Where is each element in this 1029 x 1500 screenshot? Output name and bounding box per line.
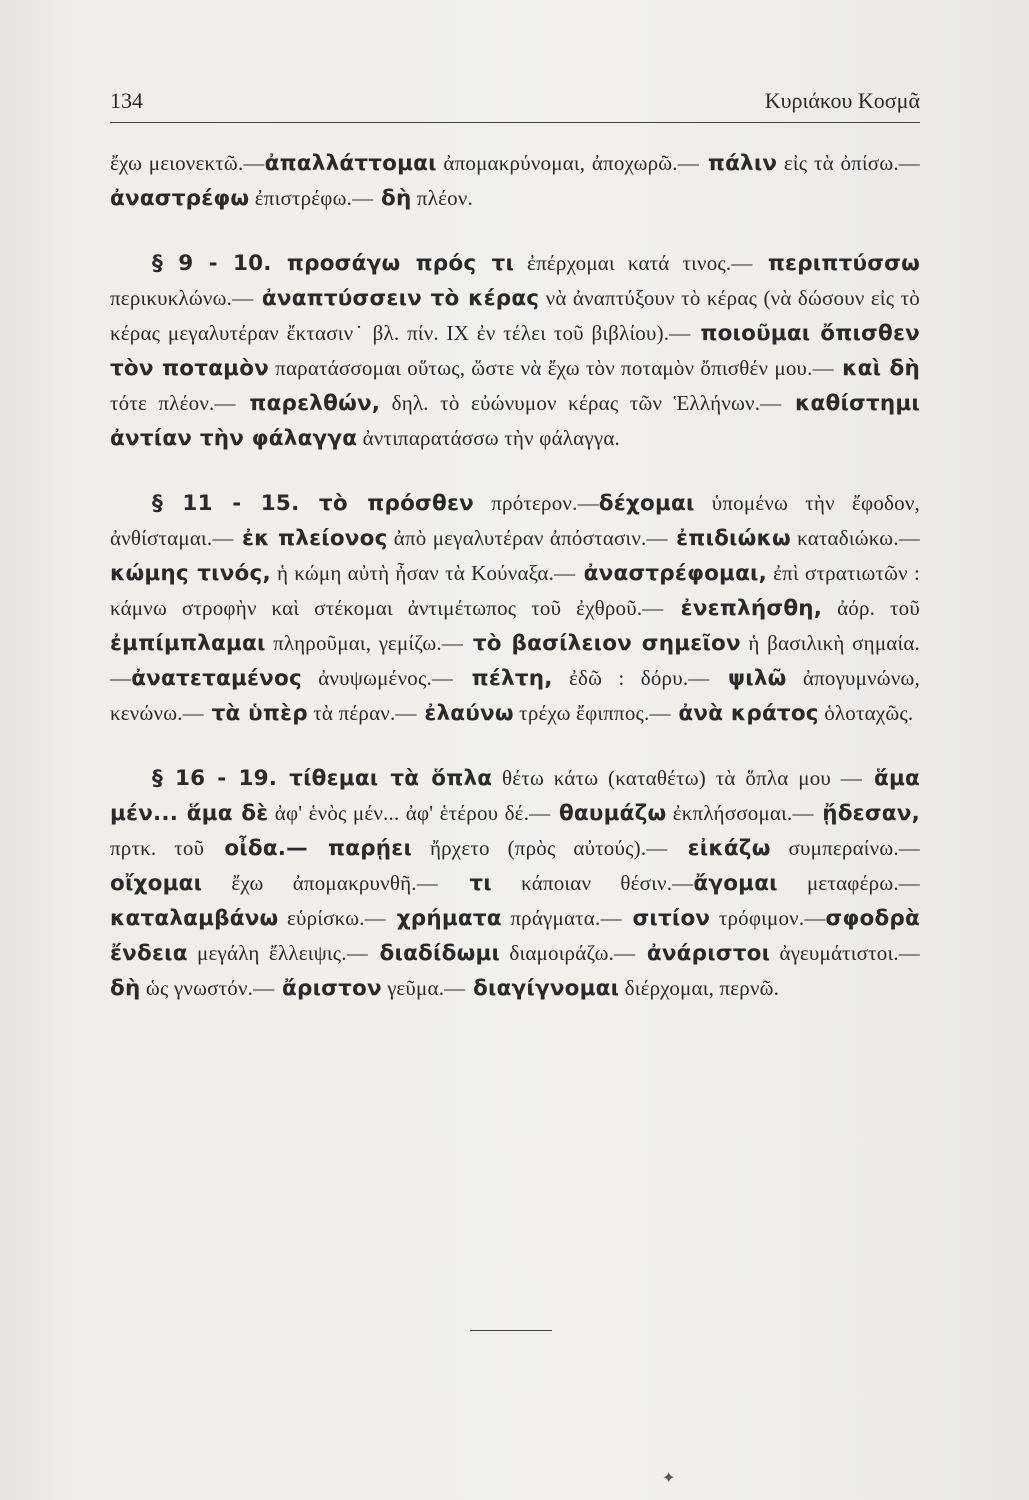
lemma-term: τι [437, 871, 492, 896]
gloss-text: ἀπὸ μεγαλυτέραν ἀπόστασιν.— [387, 526, 668, 550]
lemma-term: § 16 - 19. [152, 766, 278, 791]
lemma-term: ᾔδεσαν, [813, 801, 920, 826]
lemma-term: ἐνεπλήσθη, [663, 596, 823, 621]
gloss-text: τρόφιμον.— [710, 906, 826, 930]
gloss-text: ἀόρ. τοῦ [822, 596, 920, 620]
lemma-term: ἐλαύνω [416, 701, 514, 726]
running-head: Κυριάκου Κοσμᾶ [764, 88, 920, 113]
lemma-term: ἐμπίμπλαμαι [110, 631, 266, 656]
gloss-text: πρτκ. τοῦ [110, 836, 205, 860]
lemma-term: ἐκ πλείονος [233, 526, 388, 551]
gloss-text: δηλ. τὸ εὐώνυμον κέρας τῶν Ἑλλήνων.— [380, 391, 782, 415]
page-number: 134 [110, 88, 143, 113]
lemma-term: σφοδρὰ ἔνδεια [110, 906, 920, 966]
gloss-text: ἡ κώμη αὐτὴ ἦσαν τὰ Κούναξα.— [270, 561, 576, 585]
lemma-term: τὸ πρόσθεν [299, 491, 474, 516]
gloss-text: ἀγευμάτιστοι.— [770, 941, 921, 965]
lemma-term: ἀναπτύσσειν τὸ κέρας [253, 286, 540, 311]
lemma-term: οἴχομαι [110, 871, 203, 896]
lemma-term: θαυμάζω [550, 801, 667, 826]
gloss-text: ἔχω ἀπομακρυνθῆ.— [202, 871, 438, 895]
lemma-term: τὰ ὑπὲρ [203, 701, 308, 726]
paragraph [110, 246, 920, 456]
lemma-term: ἅμα μέν... ἅμα δὲ [110, 766, 920, 826]
gloss-text: μειονεκτῶ.— [148, 151, 265, 175]
lemma-term: ἀνάριστοι [635, 941, 771, 966]
gloss-text: πρότερον.— [473, 491, 599, 515]
gloss-text: ἐδῶ : δόρυ.— [552, 666, 710, 690]
gloss-text: διαμοιράζω.— [500, 941, 636, 965]
gloss-text: πληροῦμαι, γεμίζω.— [265, 631, 464, 655]
lemma-term: δὴ [110, 976, 141, 1001]
gloss-text: εἰς τὰ ὀπίσω.— [777, 151, 920, 175]
gloss-text: τὰ πέραν.— [307, 701, 417, 725]
ink-mark-icon: ✦ [662, 1468, 676, 1487]
lemma-term: ἀνατεταμένος [131, 666, 302, 691]
lemma-term: § 9 - 10. [152, 251, 272, 276]
lemma-term: δέχομαι [598, 491, 695, 516]
separator-rule [470, 1330, 552, 1331]
gloss-text: πλέον. [411, 186, 473, 210]
gloss-text: ἀπομακρύνομαι, ἀποχωρῶ.— [436, 151, 699, 175]
gloss-text: ἀνυψωμένος.— [301, 666, 454, 690]
lemma-term: οἶδα.— [204, 836, 308, 861]
lemma-term: καὶ δὴ [833, 356, 921, 381]
lemma-term: παρελθών, [235, 391, 381, 416]
paragraph [110, 486, 920, 731]
lemma-term: τὸ βασίλειον σημεῖον [463, 631, 741, 656]
gloss-text: καταδιώκω.— [790, 526, 920, 550]
gloss-text: μεταφέρω.— [777, 871, 920, 895]
lemma-term: τίθεμαι τὰ ὅπλα [277, 766, 493, 791]
gloss-text: ἀντιπαρατάσσω τὴν φάλαγγα. [357, 426, 620, 450]
lemma-term: κώμης τινός, [110, 561, 271, 586]
gloss-text: πράγματα.— [501, 906, 622, 930]
lemma-term: ἀναστρέφω [110, 186, 250, 211]
gloss-text: παρατάσσομαι οὕτως, ὥστε νὰ ἔχω τὸν ποταμὸν ὄπισθέν μου.— [269, 356, 834, 380]
gloss-text: ἤρχετο (πρὸς αὐτούς).— [412, 836, 668, 860]
lemma-term: πάλιν [698, 151, 778, 176]
lemma-term: δὴ [373, 186, 412, 211]
lemma-term: ἄγομαι [693, 871, 778, 896]
gloss-text: κάποιαν θέσιν.— [491, 871, 694, 895]
lemma-term: ἀνὰ κράτος [670, 701, 819, 726]
gloss-text: μεγάλη ἔλλειψις.— [187, 941, 368, 965]
lemma-term: § 11 - 15. [152, 491, 300, 516]
gloss-text: ὡς γνωστόν.— [140, 976, 275, 1000]
gloss-text: τρέχω ἔφιππος.— [513, 701, 671, 725]
gloss-text: ὁλοταχῶς. [818, 701, 914, 725]
body-text [110, 146, 920, 1036]
lemma-term: καθίστημι ἀντίαν τὴν φάλαγγα [110, 391, 920, 451]
gloss-text: περικυκλώνω.— [110, 286, 254, 310]
lemma-term: προσάγω πρός τι [271, 251, 515, 276]
lemma-term: ἐπιδιώκω [667, 526, 791, 551]
gloss-text: εὑρίσκω.— [278, 906, 386, 930]
gloss-text: γεῦμα.— [381, 976, 466, 1000]
gloss-text: ἐκπλήσσομαι.— [666, 801, 814, 825]
gloss-text: τότε πλέον.— [110, 391, 236, 415]
lemma-term: σιτίον [621, 906, 711, 931]
gloss-text: θέτω κάτω (καταθέτω) τὰ ὅπλα μου — [492, 766, 863, 790]
page-header [110, 88, 920, 123]
lemma-term: ἄριστον [274, 976, 382, 1001]
lemma-term: ποιοῦμαι ὄπισθεν τὸν ποταμὸν [110, 321, 920, 381]
gloss-text: ἐπὶ στρατιωτῶν : κάμνω στροφὴν καὶ στέκομαι ἀντιμέτωπος τοῦ ἐχθροῦ.— [110, 561, 920, 620]
gloss-text: ἐπέρχομαι κατά τινος.— [514, 251, 753, 275]
gloss-text: ἔχω [110, 151, 149, 175]
lemma-term: ἀπαλλάττομαι [264, 151, 437, 176]
lemma-term: παρῄει [307, 836, 413, 861]
gloss-text: συμπεραίνω.— [770, 836, 920, 860]
gloss-text: ἡ βασιλικὴ σημαία.— [110, 631, 920, 690]
gloss-text: ὑπομένω τὴν ἔφοδον, ἀνθίσταμαι.— [110, 491, 920, 550]
lemma-term: περιπτύσσω [752, 251, 920, 276]
lemma-term: χρήματα [385, 906, 502, 931]
lemma-term: διαγίγνομαι [465, 976, 620, 1001]
lemma-term: πέλτη, [453, 666, 553, 691]
lemma-term: καταλαμβάνω [110, 906, 279, 931]
lemma-term: διαδίδωμι [367, 941, 501, 966]
gloss-text: διέρχομαι, περνῶ. [619, 976, 780, 1000]
gloss-text: νὰ ἀναπτύξουν τὸ κέρας (νὰ δώσουν εἰς τὸ κέρας μεγαλυτέραν ἔκτασιν˙ βλ. πίν. IX ἐν τέλει τοῦ βιβλίου).— [110, 286, 920, 345]
lemma-term: ἀναστρέφομαι, [575, 561, 767, 586]
gloss-text: ἀφ' ἑνὸς μέν... ἀφ' ἑτέρου δέ.— [268, 801, 551, 825]
lemma-term: εἰκάζω [667, 836, 771, 861]
paragraph [110, 761, 920, 1006]
lemma-term: ψιλῶ [709, 666, 787, 691]
gloss-text: ἐπιστρέφω.— [249, 186, 374, 210]
paragraph [110, 146, 920, 216]
gloss-text: ἀπογυμνώνω, κενώνω.— [110, 666, 920, 725]
